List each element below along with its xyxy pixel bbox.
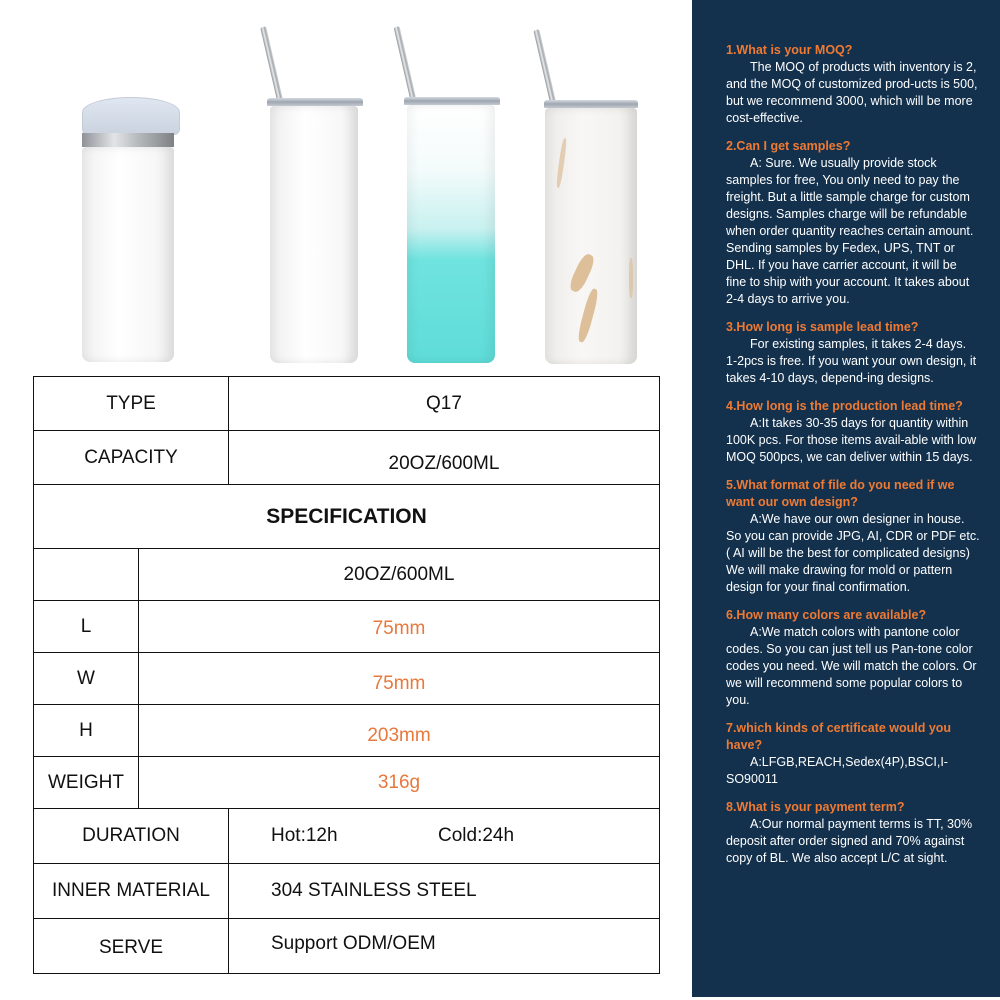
clear-lid-icon xyxy=(82,97,180,135)
product-tumbler-white-lid xyxy=(80,95,180,370)
faq-question: 1.What is your MOQ? xyxy=(726,43,853,57)
lid xyxy=(267,98,363,106)
faq-question: 8.What is your payment term? xyxy=(726,800,905,814)
faq-answer: A:Our normal payment terms is TT, 30% deposit after order signed and 70% against copy of BL. We also accept L/C at sight. xyxy=(726,817,973,865)
spec-capacity-label xyxy=(34,549,139,601)
faq-answer: A:It takes 30-35 days for quantity within 100K pcs. For those items avail-able with low MOQ 500pcs, we can deliver within 15 days. xyxy=(726,416,977,464)
lid xyxy=(404,97,500,105)
straw-icon xyxy=(394,26,416,98)
table-row-duration xyxy=(34,809,660,864)
faq-answer: For existing samples, it takes 2-4 days. 1-2pcs is free. If you want your own design, it takes 4-10 days, depend-ing designs. xyxy=(726,337,977,385)
faq-answer: The MOQ of products with inventory is 2, and the MOQ of customized prod-ucts is 500, but we recommend 3000, which will be more cost-effective. xyxy=(726,60,978,125)
type-value: Q17 xyxy=(229,377,660,431)
product-tumbler-white-straw xyxy=(265,25,365,370)
table-row-length xyxy=(34,601,660,653)
table-row-type xyxy=(34,377,660,431)
faq-panel xyxy=(692,0,1000,997)
table-row-weight xyxy=(34,757,660,809)
product-tumbler-gradient-mint xyxy=(402,25,502,370)
lid xyxy=(544,100,638,108)
weight-label: WEIGHT xyxy=(34,757,139,809)
faq-item xyxy=(726,607,980,709)
table-row-width xyxy=(34,653,660,705)
straw-icon xyxy=(260,26,283,100)
serve-label: SERVE xyxy=(34,919,229,974)
table-row-spec-capacity xyxy=(34,549,660,601)
faq-question: 2.Can I get samples? xyxy=(726,139,851,153)
length-value: 75mm xyxy=(139,601,660,653)
table-row-capacity xyxy=(34,431,660,485)
faq-question: 4.How long is the production lead time? xyxy=(726,399,963,413)
table-row-inner-material xyxy=(34,864,660,919)
spec-capacity-value: 20OZ/600ML xyxy=(139,549,660,601)
faq-question: 7.which kinds of certificate would you have? xyxy=(726,721,952,752)
inner-material-label: INNER MATERIAL xyxy=(34,864,229,919)
faq-item xyxy=(726,799,980,867)
steel-rim xyxy=(82,133,174,147)
faq-item xyxy=(726,398,980,466)
duration-cold: Cold:24h xyxy=(438,825,515,846)
straw-icon xyxy=(533,29,555,102)
specification-heading: SPECIFICATION xyxy=(34,485,660,549)
weight-value: 316g xyxy=(139,757,660,809)
capacity-value: 20OZ/600ML xyxy=(229,431,660,485)
width-value: 75mm xyxy=(139,653,660,705)
type-label: TYPE xyxy=(34,377,229,431)
table-row-height xyxy=(34,705,660,757)
faq-answer: A:We match colors with pantone color codes. So you can just tell us Pan-tone color codes you need. We will match the colors. Or we will recommend some popular colors to you. xyxy=(726,625,977,707)
height-value: 203mm xyxy=(139,705,660,757)
faq-answer: A:We have our own designer in house. So you can provide JPG, AI, CDR or PDF etc. ( AI will be the best for complicated designs) We will make drawing for mold or pattern design for your final confirmation. xyxy=(726,512,980,594)
inner-material-value: 304 STAINLESS STEEL xyxy=(229,864,660,919)
faq-item xyxy=(726,319,980,387)
product-images xyxy=(0,0,692,372)
faq-item xyxy=(726,42,980,127)
length-label: L xyxy=(34,601,139,653)
faq-item xyxy=(726,138,980,308)
faq-question: 3.How long is sample lead time? xyxy=(726,320,919,334)
faq-question: 5.What format of file do you need if we want our own design? xyxy=(726,478,955,509)
product-tumbler-marble xyxy=(542,28,642,370)
height-label: H xyxy=(34,705,139,757)
faq-question: 6.How many colors are available? xyxy=(726,608,927,622)
width-label: W xyxy=(34,653,139,705)
faq-item xyxy=(726,720,980,788)
duration-label: DURATION xyxy=(34,809,229,864)
table-row-specification xyxy=(34,485,660,549)
table-row-serve xyxy=(34,919,660,974)
duration-value xyxy=(229,809,660,864)
capacity-label: CAPACITY xyxy=(34,431,229,485)
faq-answer: A:LFGB,REACH,Sedex(4P),BSCI,I-SO90011 xyxy=(726,755,948,786)
spec-table xyxy=(33,376,660,974)
duration-hot: Hot:12h xyxy=(271,825,338,846)
serve-value: Support ODM/OEM xyxy=(229,919,660,974)
faq-item xyxy=(726,477,980,596)
faq-answer: A: Sure. We usually provide stock samples for free, You only need to pay the freight. But a little sample charge for custom designs. Samples charge will be refundable when order quantity reaches certain amount. Sending samples by Fedex, UPS, TNT or DHL. If you have carrier account, it will be fine to ship with your account. It takes about 2-4 days to arrive you. xyxy=(726,156,974,306)
